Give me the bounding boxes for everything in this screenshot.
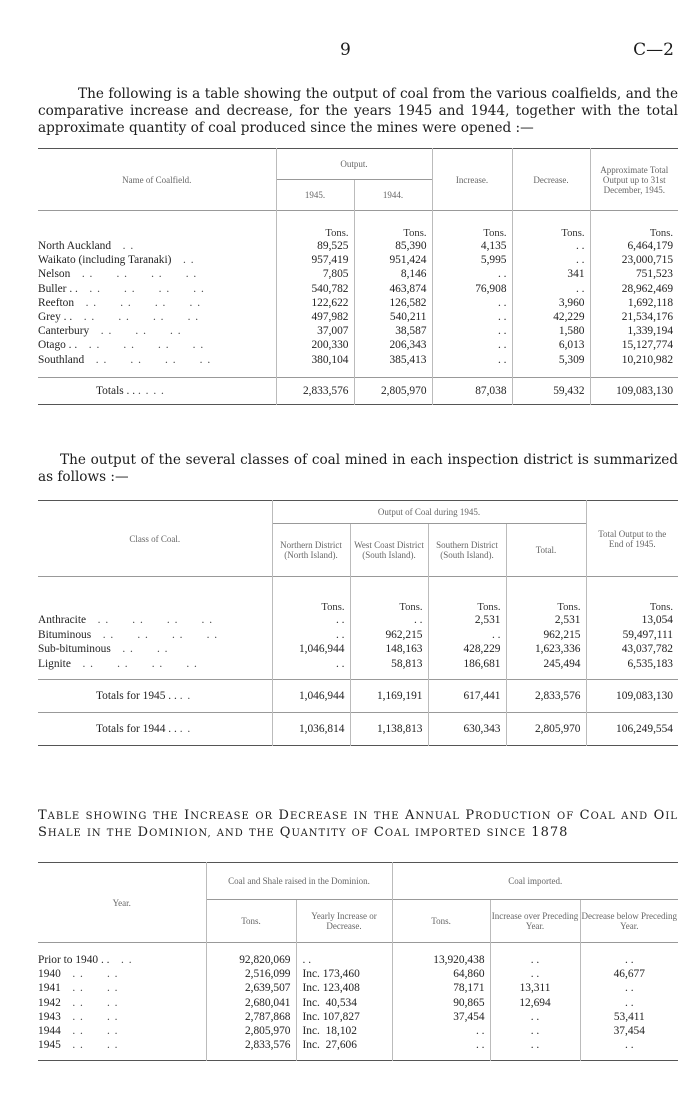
totals-increase: 87,038 <box>432 377 512 404</box>
raised-tons: 92,820,069 <box>206 953 296 967</box>
imported-tons: 37,454 <box>392 1010 490 1024</box>
col-inc-header: Increase over Preceding Year. <box>490 900 580 943</box>
intro-paragraph: The following is a table showing the output of coal from the various coalfields, and the comparative increase and decrease, for the years 1945 and 1944, together with the total approximate quantity of coal produced since the mines were opened :— <box>38 86 678 136</box>
col-north-header: Northern District (North Island). <box>272 524 350 577</box>
totals-1945-west: 1,169,191 <box>350 680 428 713</box>
output-1944: 38,587 <box>354 324 432 338</box>
import-decrease: 46,677 <box>580 967 678 981</box>
approx-total: 10,210,982 <box>590 353 678 367</box>
approx-total: 1,692,118 <box>590 296 678 310</box>
unit-label: Tons. <box>506 577 586 614</box>
total: 245,494 <box>506 657 586 672</box>
totals-label: Totals . . . . . . <box>96 384 165 397</box>
coal-class-table <box>38 500 678 746</box>
imported-tons: 64,860 <box>392 967 490 981</box>
col-total-header: Total. <box>506 524 586 577</box>
page-reference: C—2 <box>633 40 674 60</box>
row-label: Canterbury . . . . . . <box>38 325 182 338</box>
output-1945: 497,982 <box>276 310 354 324</box>
totals-1944-west: 1,138,813 <box>350 713 428 746</box>
raised-tons: 2,639,507 <box>206 981 296 995</box>
southern-district: 428,229 <box>428 642 506 657</box>
import-decrease: . . <box>580 981 678 995</box>
import-increase: . . <box>490 1038 580 1052</box>
yearly-change: Inc. 173,460 <box>296 967 392 981</box>
unit-label: Tons. <box>590 211 678 240</box>
row-label: Sub-bituminous . . . . <box>38 643 169 656</box>
row-label: Nelson . . . . . . . . <box>38 268 198 281</box>
imported-tons: 78,171 <box>392 981 490 995</box>
output-1944: 85,390 <box>354 239 432 253</box>
totals-1945-total: 2,833,576 <box>506 680 586 713</box>
output-1945: 7,805 <box>276 267 354 281</box>
decrease: 1,580 <box>512 324 590 338</box>
row-label: Lignite . . . . . . . . <box>38 657 198 670</box>
north-district: . . <box>272 628 350 643</box>
col-decrease-header: Decrease. <box>512 149 590 211</box>
approx-total: 6,464,179 <box>590 239 678 253</box>
north-district: 1,046,944 <box>272 642 350 657</box>
row-label: Bituminous . . . . . . . . <box>38 628 219 641</box>
table-row <box>38 996 678 1010</box>
totals-1945-south: 617,441 <box>428 680 506 713</box>
table-row <box>38 253 678 267</box>
row-label: Southland . . . . . . . . <box>38 353 212 366</box>
table-row <box>38 310 678 324</box>
col-during-header: Output of Coal during 1945. <box>272 501 586 524</box>
totals-1944-south: 630,343 <box>428 713 506 746</box>
west-coast-district: 58,813 <box>350 657 428 672</box>
row-label: North Auckland . . <box>38 240 135 253</box>
import-increase: . . <box>490 967 580 981</box>
unit-label: Tons. <box>586 577 678 614</box>
unit-label: Tons. <box>272 577 350 614</box>
col-tons-header: Tons. <box>206 900 296 943</box>
approx-total: 21,534,176 <box>590 310 678 324</box>
row-label: 1943 . . . . <box>38 1010 119 1023</box>
col-south-header: Southern District (South Island). <box>428 524 506 577</box>
increase: . . <box>432 310 512 324</box>
table-row <box>38 1010 678 1024</box>
table-row <box>38 338 678 352</box>
north-district: . . <box>272 613 350 628</box>
col-west-header: West Coast District (South Island). <box>350 524 428 577</box>
col-dec-header: Decrease below Preceding Year. <box>580 900 678 943</box>
total: 2,531 <box>506 613 586 628</box>
table-row <box>38 296 678 310</box>
decrease: . . <box>512 253 590 267</box>
decrease: 341 <box>512 267 590 281</box>
yearly-change: Inc. 107,827 <box>296 1010 392 1024</box>
summary-paragraph: The output of the several classes of coal mined in each inspection district is summarized as follows :— <box>38 452 678 485</box>
southern-district: 2,531 <box>428 613 506 628</box>
table-row <box>38 967 678 981</box>
west-coast-district: . . <box>350 613 428 628</box>
yearly-change: Inc. 27,606 <box>296 1038 392 1052</box>
output-1945: 37,007 <box>276 324 354 338</box>
col-total-output-header: Total Output to the End of 1945. <box>586 501 678 577</box>
total: 1,623,336 <box>506 642 586 657</box>
decrease: . . <box>512 282 590 296</box>
total-to-end: 6,535,183 <box>586 657 678 672</box>
table-row <box>38 981 678 995</box>
table-row <box>38 353 678 367</box>
increase: . . <box>432 338 512 352</box>
table-row <box>38 628 678 643</box>
output-1944: 463,874 <box>354 282 432 296</box>
row-label: Grey . . . . . . . . . . <box>38 311 200 324</box>
output-1945: 957,419 <box>276 253 354 267</box>
decrease: 6,013 <box>512 338 590 352</box>
import-decrease: . . <box>580 996 678 1010</box>
table-row <box>38 953 678 967</box>
row-label: 1944 . . . . <box>38 1025 119 1038</box>
approx-total: 15,127,774 <box>590 338 678 352</box>
import-increase: . . <box>490 1024 580 1038</box>
total-to-end: 43,037,782 <box>586 642 678 657</box>
output-1944: 385,413 <box>354 353 432 367</box>
totals-1944-label: Totals for 1944 . . . . <box>96 723 192 735</box>
row-label: 1942 . . . . <box>38 996 119 1009</box>
imported-tons: 13,920,438 <box>392 953 490 967</box>
col-raised-header: Coal and Shale raised in the Dominion. <box>206 863 392 900</box>
table-row <box>38 324 678 338</box>
output-1945: 540,782 <box>276 282 354 296</box>
totals-1945-label: Totals for 1945 . . . . <box>96 690 192 702</box>
imported-tons: . . <box>392 1024 490 1038</box>
table-row <box>38 613 678 628</box>
table-row <box>38 282 678 296</box>
output-1945: 122,622 <box>276 296 354 310</box>
raised-tons: 2,787,868 <box>206 1010 296 1024</box>
north-district: . . <box>272 657 350 672</box>
col-1944-header: 1944. <box>354 180 432 211</box>
total-to-end: 59,497,111 <box>586 628 678 643</box>
totals-1945: 2,833,576 <box>276 377 354 404</box>
col-imported-header: Coal imported. <box>392 863 678 900</box>
totals-approx: 109,083,130 <box>590 377 678 404</box>
unit-label: Tons. <box>432 211 512 240</box>
col-class-header: Class of Coal. <box>129 533 181 544</box>
totals-1944-total: 2,805,970 <box>506 713 586 746</box>
west-coast-district: 962,215 <box>350 628 428 643</box>
increase: . . <box>432 267 512 281</box>
output-1944: 206,343 <box>354 338 432 352</box>
row-label: Anthracite . . . . . . . . <box>38 614 214 627</box>
output-1944: 540,211 <box>354 310 432 324</box>
southern-district: 186,681 <box>428 657 506 672</box>
output-1945: 200,330 <box>276 338 354 352</box>
col-approx-header: Approximate Total Output up to 31st December, 1945. <box>590 149 678 211</box>
raised-tons: 2,833,576 <box>206 1038 296 1052</box>
unit-label: Tons. <box>512 211 590 240</box>
col-year-header: Year. <box>112 897 131 908</box>
decrease: 5,309 <box>512 353 590 367</box>
page-number: 9 <box>340 40 351 60</box>
yearly-change: Inc. 18,102 <box>296 1024 392 1038</box>
row-label: Buller . . . . . . . . . . <box>38 282 205 295</box>
row-label: 1940 . . . . <box>38 968 119 981</box>
approx-total: 1,339,194 <box>590 324 678 338</box>
raised-tons: 2,680,041 <box>206 996 296 1010</box>
increase: 4,135 <box>432 239 512 253</box>
unit-label: Tons. <box>350 577 428 614</box>
import-decrease: 53,411 <box>580 1010 678 1024</box>
decrease: 3,960 <box>512 296 590 310</box>
decrease: 42,229 <box>512 310 590 324</box>
increase: 5,995 <box>432 253 512 267</box>
output-1945: 380,104 <box>276 353 354 367</box>
table-row <box>38 267 678 281</box>
col-itons-header: Tons. <box>392 900 490 943</box>
import-increase: 12,694 <box>490 996 580 1010</box>
unit-label: Tons. <box>354 211 432 240</box>
import-decrease: 37,454 <box>580 1024 678 1038</box>
table-row <box>38 1024 678 1038</box>
yearly-change: Inc. 40,534 <box>296 996 392 1010</box>
import-decrease: . . <box>580 953 678 967</box>
table-row <box>38 1038 678 1052</box>
total: 962,215 <box>506 628 586 643</box>
imported-tons: 90,865 <box>392 996 490 1010</box>
unit-label: Tons. <box>276 211 354 240</box>
approx-total: 23,000,715 <box>590 253 678 267</box>
imported-tons: . . <box>392 1038 490 1052</box>
total-to-end: 13,054 <box>586 613 678 628</box>
production-import-table <box>38 862 678 1061</box>
raised-tons: 2,805,970 <box>206 1024 296 1038</box>
totals-decrease: 59,432 <box>512 377 590 404</box>
output-1945: 89,525 <box>276 239 354 253</box>
totals-1944: 2,805,970 <box>354 377 432 404</box>
row-label: Prior to 1940 . . . . <box>38 954 133 967</box>
table-row <box>38 642 678 657</box>
import-increase: . . <box>490 953 580 967</box>
import-increase: . . <box>490 1010 580 1024</box>
coalfield-output-table <box>38 148 678 405</box>
southern-district: . . <box>428 628 506 643</box>
col-increase-header: Increase. <box>432 149 512 211</box>
yearly-change: Inc. 123,408 <box>296 981 392 995</box>
raised-tons: 2,516,099 <box>206 967 296 981</box>
increase: . . <box>432 324 512 338</box>
unit-label: Tons. <box>428 577 506 614</box>
row-label: Reefton . . . . . . . . <box>38 296 202 309</box>
row-label: Otago . . . . . . . . . . <box>38 339 205 352</box>
west-coast-district: 148,163 <box>350 642 428 657</box>
col-yearly-header: Yearly Increase or Decrease. <box>296 900 392 943</box>
totals-1944-end: 106,249,554 <box>586 713 678 746</box>
row-label: Waikato (including Taranaki) . . <box>38 254 195 267</box>
totals-1944-north: 1,036,814 <box>272 713 350 746</box>
col-name-header: Name of Coalfield. <box>122 174 192 185</box>
increase: . . <box>432 296 512 310</box>
table-row <box>38 239 678 253</box>
table3-title: TABLE SHOWING THE INCREASE OR DECREASE IN THE ANNUAL PRODUCTION OF COAL AND OIL SHALE IN THE DOMINION, AND THE QUANTITY OF COAL IMPORTED SINCE 1878 <box>38 808 678 840</box>
table-row <box>38 657 678 672</box>
totals-1945-end: 109,083,130 <box>586 680 678 713</box>
import-decrease: . . <box>580 1038 678 1052</box>
col-output-header: Output. <box>276 149 432 180</box>
page-header <box>0 40 700 64</box>
decrease: . . <box>512 239 590 253</box>
approx-total: 751,523 <box>590 267 678 281</box>
yearly-change: . . <box>296 953 392 967</box>
increase: . . <box>432 353 512 367</box>
totals-1945-north: 1,046,944 <box>272 680 350 713</box>
approx-total: 28,962,469 <box>590 282 678 296</box>
import-increase: 13,311 <box>490 981 580 995</box>
output-1944: 126,582 <box>354 296 432 310</box>
col-1945-header: 1945. <box>276 180 354 211</box>
row-label: 1941 . . . . <box>38 982 119 995</box>
row-label: 1945 . . . . <box>38 1039 119 1052</box>
increase: 76,908 <box>432 282 512 296</box>
output-1944: 8,146 <box>354 267 432 281</box>
output-1944: 951,424 <box>354 253 432 267</box>
